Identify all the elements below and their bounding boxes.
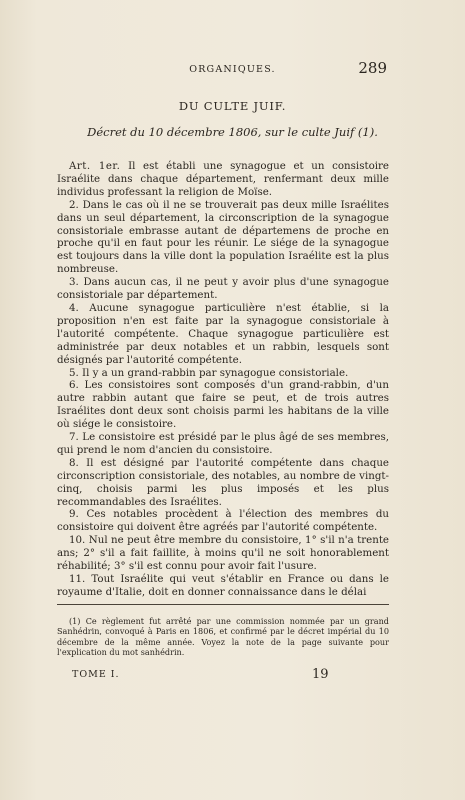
article-number: 8. xyxy=(69,456,79,469)
article-number: 10. xyxy=(69,534,86,547)
article-list xyxy=(57,160,389,599)
article-number: Art. 1er. xyxy=(69,160,121,172)
article-number: 2. xyxy=(69,198,79,211)
volume-label: TOME I. xyxy=(72,669,120,680)
signature-mark: 19 xyxy=(312,667,329,682)
article-paragraph xyxy=(57,431,389,457)
page-footer xyxy=(0,667,465,683)
article-paragraph xyxy=(57,457,389,509)
article-text: Il est établi une synagogue et un consistoire Israélite dans chaque département, renfermant deux mille individus professant la religion de Moïse. xyxy=(57,160,389,198)
article-text: Aucune synagogue particulière n'est établie, si la proposition n'en est faite par la synagogue consistoriale à l'autorité compétente. Chaque synagogue particulière est administrée par deux notables et un rabbin, lesquels sont désignés par l'autorité compétente. xyxy=(57,301,389,366)
article-number: 4. xyxy=(69,301,79,314)
article-paragraph xyxy=(57,276,389,302)
article-text: Il est désigné par l'autorité compétente dans chaque circonscription consistoriale, des notables, au nombre de vingt-cinq, choisis parmi les plus imposés et les plus recommandables des Israélites. xyxy=(57,456,389,508)
article-number: 7. xyxy=(69,431,79,444)
page-number: 289 xyxy=(358,59,387,77)
article-number: 3. xyxy=(69,276,79,289)
article-text: Le consistoire est présidé par le plus âgé de ses membres, qui prend le nom d'ancien du consistoire. xyxy=(57,431,389,456)
article-text: Ces notables procèdent à l'élection des membres du consistoire qui doivent être agréés par l'autorité compétente. xyxy=(57,508,389,534)
running-head xyxy=(0,59,465,78)
footnote-text: (1) Ce règlement fut arrêté par une commission nommée par un grand Sanhédrin, convoqué à Paris en 1806, et confirmé par le décret impérial du 10 décembre de la même année. Voyez la note de la page suivante pour l'explication du mot sanhédrin. xyxy=(57,616,389,657)
article-number: 6. xyxy=(69,379,79,392)
article-number: 5. xyxy=(69,366,79,379)
article-text: Les consistoires sont composés d'un grand-rabbin, d'un autre rabbin autant que faire se peut, et de trois autres Israélites dont deux sont choisis parmi les habitans de la ville où siége le consistoire. xyxy=(57,379,389,431)
article-paragraph xyxy=(57,534,389,573)
article-text: Dans le cas où il ne se trouverait pas deux mille Israélites dans un seul département, la circonscription de la synagogue consistoriale embrasse autant de départemens de proche en proche qu'il en faut pour les réunir. Le siége de la synagogue est toujours dans la ville dont la population Israélite est la plus nombreuse. xyxy=(57,198,389,276)
article-paragraph xyxy=(57,199,389,276)
article-paragraph xyxy=(57,573,389,599)
article-paragraph xyxy=(57,160,389,199)
section-title: DU CULTE JUIF. xyxy=(178,99,287,113)
article-text: Nul ne peut être membre du consistoire, 1° s'il n'a trente ans; 2° s'il a fait faillite, à moins qu'il ne soit honorablement réhabilité; 3° s'il est connu pour avoir fait l'usure. xyxy=(57,534,390,573)
footnote-divider xyxy=(57,604,389,605)
article-paragraph xyxy=(57,302,389,367)
article-text: Tout Israélite qui veut s'établir en France ou dans le royaume d'Italie, doit en donner connaissance dans le délai xyxy=(57,573,389,598)
article-paragraph xyxy=(57,379,389,431)
article-paragraph xyxy=(57,508,389,534)
article-number: 9. xyxy=(69,508,79,521)
article-paragraph xyxy=(57,367,389,380)
article-text: Dans aucun cas, il ne peut y avoir plus d'une synagogue consistoriale par département. xyxy=(57,276,389,302)
article-text: Il y a un grand-rabbin par synagogue consistoriale. xyxy=(82,366,349,379)
decree-subtitle: Décret du 10 décembre 1806, sur le culte Juif (1). xyxy=(87,125,378,139)
footnote xyxy=(57,616,389,657)
article-number: 11. xyxy=(69,573,86,585)
running-title: ORGANIQUES. xyxy=(189,64,276,75)
